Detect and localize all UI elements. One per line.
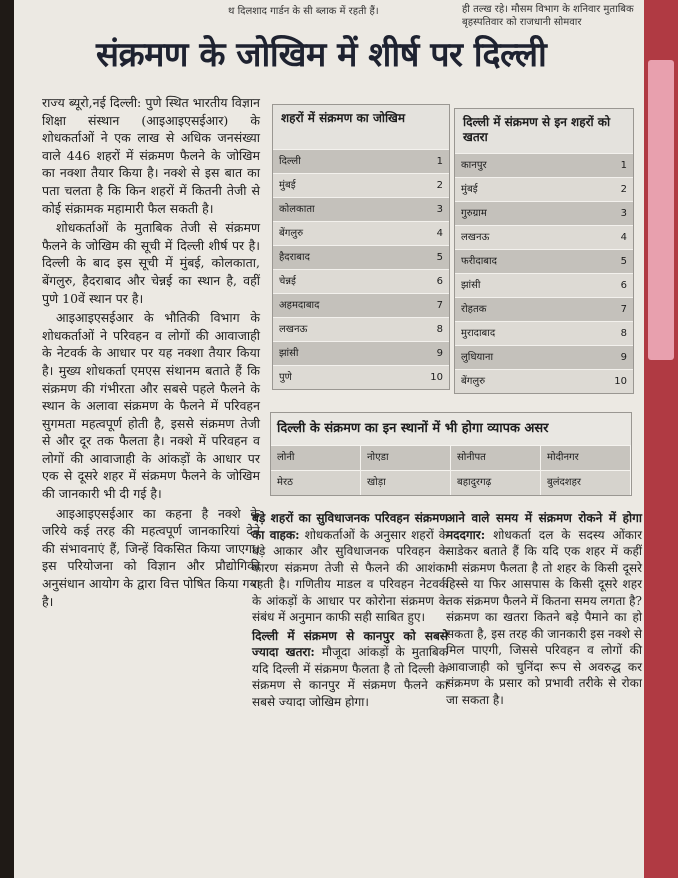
city-name: दिल्ली [279,156,301,167]
rank: 6 [436,276,443,287]
place-cell: सोनीपत [451,445,541,470]
newspaper-page [14,0,644,878]
city-name: हैदराबाद [279,252,310,263]
table-row [273,245,449,269]
city-name: पुणे [279,372,292,383]
table-row [455,153,633,177]
ad-card [648,60,674,360]
column-3 [446,510,642,710]
top-strip [14,0,644,30]
city-name: लुधियाना [461,352,494,363]
risk-table [272,104,450,390]
table-row [455,297,633,321]
place-cell: खोड़ा [361,470,451,495]
table-row [455,321,633,345]
places-row [271,470,631,495]
city-name: कानपुर [461,160,487,171]
body-text: शोधकर्ता दल के सदस्य ओंकार साडेकर बताते हैं कि यदि एक शहर में कहीं भी संक्रमण फैलता है तो शहर के किसी दूसरे हिस्से या फिर आसपास के किसी दूसरे शहर तक संक्रमण फैलने में कितना समय लगता है? संक्रमण का खतरा कितने बड़े पैमाने का हो सकता है, इस तरह की जानकारी इस नक्शे से मिल पाएगी, जिससे परिवहन व लोगों की आवाजाही को चुनिंदा रूप से अवरुद्ध कर संक्रमण के प्रसार को प्रभावी तरीके से रोका जा सकता है। [446,527,642,707]
city-name: गुरुग्राम [461,208,487,219]
table-row [455,273,633,297]
rank: 5 [436,252,443,263]
city-name: चेन्नई [279,276,296,287]
city-name: रोहतक [461,304,487,315]
paragraph [252,510,448,626]
places-row [271,445,631,470]
subheading: आने वाले समय में संक्रमण रोकने में होगा मददगार: [446,511,642,542]
rank: 4 [620,232,627,243]
risk-table-title: शहरों में संक्रमण का जोखिम [273,105,449,149]
place-cell: बुलंदशहर [541,470,631,495]
body-text: शोधकर्ताओं के अनुसार शहरों के बड़े आकार और सुविधाजनक परिवहन के कारण संक्रमण तेजी से फैलने की आशंका रहती है। गणितीय माडल व परिवहन नेटवर्क के आंकड़ों के आधार पर कोरोना संक्रमण के संबंध में अनुमान काफी सही साबित हुए। [252,527,448,624]
column-1 [42,94,260,612]
top-text-right: ही तल्ख रहे। मौसम विभाग के शनिवार मुताबिक बृहस्पतिवार को राजधानी सोमवार [462,4,634,28]
rank: 3 [620,208,627,219]
table-row [273,341,449,365]
table-row [273,293,449,317]
subheading: बड़े शहरों का सुविधाजनक परिवहन संक्रमण का वाहक: [252,511,448,542]
rank: 5 [620,256,627,267]
city-name: मुरादाबाद [461,328,496,339]
place-cell: मेरठ [271,470,361,495]
places-table-title: दिल्ली के संक्रमण का इन स्थानों में भी होगा व्यापक असर [271,413,631,445]
rank: 4 [436,228,443,239]
headline: संक्रमण के जोखिम में शीर्ष पर दिल्ली [96,35,547,75]
table-row [455,225,633,249]
rank: 7 [620,304,627,315]
left-shadow [0,0,14,878]
rank: 9 [436,348,443,359]
column-2 [252,510,448,712]
threat-table [454,108,634,394]
rank: 1 [620,160,627,171]
city-name: झांसी [279,348,299,359]
rank: 1 [436,156,443,167]
table-row [273,221,449,245]
paragraph: आइआइएसईआर के भौतिकी विभाग के शोधकर्ताओं ने परिवहन व लोगों की आवाजाही के नेटवर्क के आधार पर यह नक्शा तैयार किया है। मुख्य शोधकर्ता एमएस संथानम बताते हैं कि संक्रमण की गंभीरता और सबसे पहले फैलने के स्थान के अलावा संक्रमण के फैलने में परिवहन सुगमता महत्वपूर्ण होती है, इससे संक्रमण तेजी से और दूर तक फैलता है। नक्शे में परिवहन व लोगों की आवाजाही के आंकड़ों के आधार पर एक से दूसरे शहर में संक्रमण फैलने के जोखिम की जानकारी भी दी गई है। [42,310,260,502]
body-text: मौजूदा आंकड़ों के मुताबिक यदि दिल्ली में संक्रमण फैलता है तो दिल्ली के संक्रमण से कानपुर में संक्रमण फैलने का सबसे ज्यादा जोखिम होगा। [252,645,449,709]
adjacent-ad [644,0,678,878]
place-cell: नोएडा [361,445,451,470]
rank: 2 [436,180,443,191]
city-name: मुंबई [279,180,296,191]
city-name: कोलकाता [279,204,315,215]
table-row [455,369,633,393]
table-row [273,197,449,221]
paragraph: शोधकर्ताओं के मुताबिक तेजी से संक्रमण फैलने के जोखिम की सूची में दिल्ली शीर्ष पर है। दिल्ली के बाद इस सूची में मुंबई, कोलकाता, बेंगलुरु, हैदराबाद और चेन्नई का स्थान है, वहीं पुणे 10वें स्थान पर है। [42,220,260,306]
city-name: झांसी [461,280,481,291]
table-row [455,345,633,369]
paragraph: राज्य ब्यूरो,नई दिल्ली: पुणे स्थित भारतीय विज्ञान शिक्षा संस्थान (आइआइएसईआर) के शोधकर्ताओं ने एक लाख से अधिक जनसंख्या वाले 446 शहरों में संक्रमण फैलने के जोखिम का नक्शा तैयार किया है। नक्शे से इस बात का पता चलता है कि किन शहरों में कितनी तेजी से कोई संक्रामक महामारी फैल सकती है। [42,95,260,216]
city-name: फरीदाबाद [461,256,497,267]
rank: 7 [436,300,443,311]
rank: 2 [620,184,627,195]
rank: 9 [620,352,627,363]
rank: 6 [620,280,627,291]
city-name: बेंगलुरु [461,376,486,387]
table-row [273,317,449,341]
city-name: लखनऊ [461,232,490,243]
table-row [273,173,449,197]
paragraph [446,510,642,708]
places-table [270,412,632,496]
place-cell: बहादुरगढ़ [451,470,541,495]
paragraph [252,628,448,711]
rank: 10 [614,376,627,387]
place-cell: मोदीनगर [541,445,631,470]
city-name: बेंगलुरु [279,228,304,239]
table-row [455,201,633,225]
table-row [273,149,449,173]
top-text-left: थ दिलशाद गार्डन के सी ब्लाक में रहती हैं। [228,6,379,17]
table-row [273,365,449,389]
table-row [273,269,449,293]
rank: 3 [436,204,443,215]
table-row [455,249,633,273]
rank: 10 [430,372,443,383]
city-name: मुंबई [461,184,478,195]
threat-table-title: दिल्ली में संक्रमण से इन शहरों को खतरा [455,109,633,153]
city-name: अहमदाबाद [279,300,320,311]
rank: 8 [620,328,627,339]
subheading: दिल्ली में संक्रमण से कानपुर को सबसे ज्यादा खतरा: [252,628,448,659]
paragraph: आइआइएसईआर का कहना है नक्शे के जरिये कई तरह की महत्वपूर्ण जानकारियां देने की संभावनाएं हैं, जिन्हें विकसित किया जाएगा। इस परियोजना को विज्ञान और प्रौद्योगिकी अनुसंधान आयोग के द्वारा वित्त पोषित किया गया है। [42,505,260,609]
city-name: लखनऊ [279,324,308,335]
place-cell: लोनी [271,445,361,470]
rank: 8 [436,324,443,335]
table-row [455,177,633,201]
